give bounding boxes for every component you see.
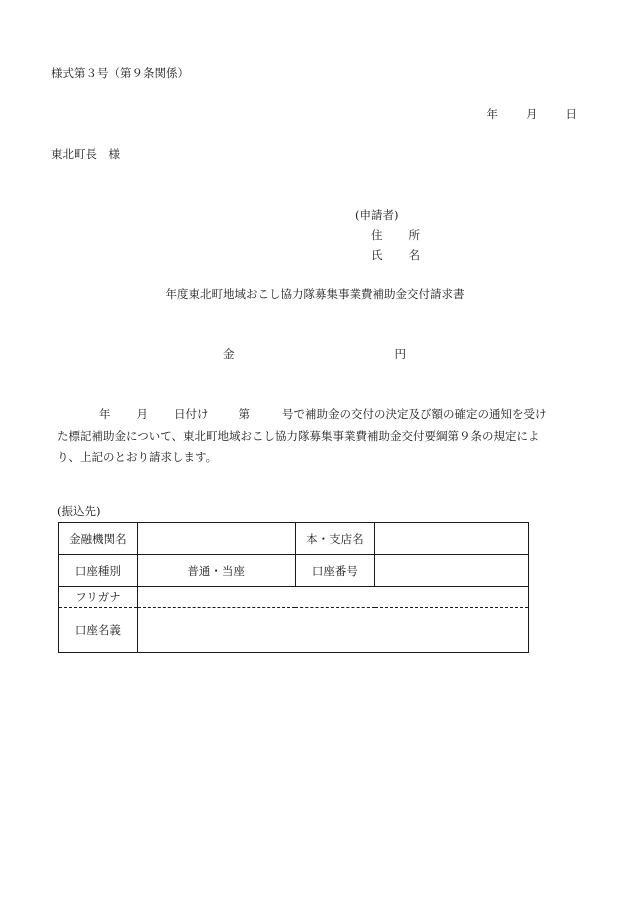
account-name-field bbox=[137, 608, 528, 653]
transfer-label: (振込先) bbox=[57, 504, 101, 518]
address-label-1: 住 bbox=[371, 228, 383, 242]
account-type-label: 口座種別 bbox=[59, 555, 138, 587]
branch-field bbox=[375, 523, 529, 555]
body-line-2: た標記補助金について、東北町地域おこし協力隊募集事業費補助金交付要綱第９条の規定によ bbox=[57, 428, 540, 443]
institution-label: 金融機関名 bbox=[59, 523, 138, 555]
account-number-label: 口座番号 bbox=[295, 555, 375, 587]
body-text bbox=[57, 404, 579, 469]
body-line-1: 年 月 日付け 第 号で補助金の交付の決定及び額の確定の通知を受け bbox=[99, 407, 547, 421]
name-label-2: 名 bbox=[408, 248, 420, 262]
furigana-label: フリガナ bbox=[59, 587, 138, 608]
date-month: 月 bbox=[526, 107, 538, 121]
name-label-1: 氏 bbox=[371, 248, 383, 262]
document-title: 年度東北町地域おこし協力隊募集事業費補助金交付請求書 bbox=[165, 287, 465, 301]
account-type-value: 普通・当座 bbox=[137, 555, 295, 587]
body-line-3: り、上記のとおり請求します。 bbox=[57, 450, 218, 464]
amount-unit: 円 bbox=[394, 347, 406, 361]
bank-info-table bbox=[58, 522, 529, 653]
date-year: 年 bbox=[486, 107, 498, 121]
form-number: 様式第３号（第９条関係） bbox=[51, 66, 189, 80]
institution-field bbox=[137, 523, 295, 555]
account-name-label: 口座名義 bbox=[59, 608, 138, 653]
date-line bbox=[487, 106, 578, 122]
account-number-field bbox=[375, 555, 529, 587]
branch-label: 本・支店名 bbox=[295, 523, 375, 555]
amount-prefix: 金 bbox=[223, 347, 235, 361]
amount-line bbox=[223, 346, 406, 362]
applicant-block bbox=[355, 205, 420, 265]
applicant-heading: (申請者) bbox=[355, 208, 399, 222]
furigana-field bbox=[137, 587, 528, 608]
date-day: 日 bbox=[565, 107, 577, 121]
address-label-2: 所 bbox=[408, 228, 420, 242]
addressee: 東北町長 様 bbox=[51, 147, 120, 161]
